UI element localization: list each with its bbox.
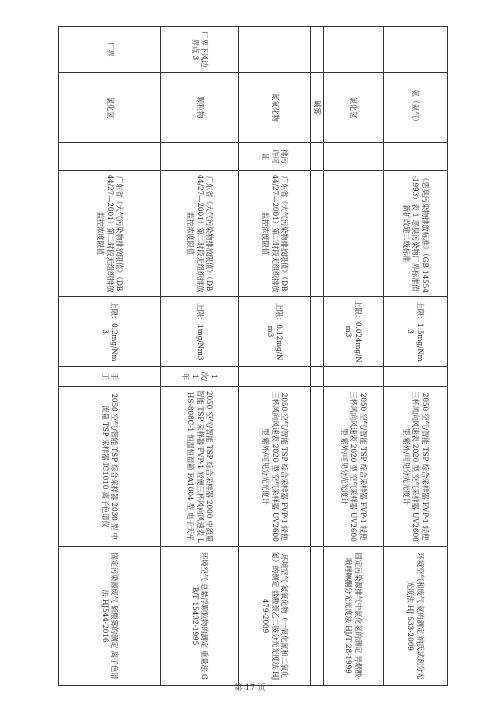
pollutant-cell: 颗粒物: [161, 73, 239, 143]
frequency-cell: [239, 367, 311, 387]
table-row: [239, 27, 311, 686]
permit-cell: [384, 143, 448, 171]
limit-cell: 上限：0.2mg/Nm3: [59, 297, 161, 367]
pollutant-cell: 氮氧化物: [239, 73, 311, 143]
table-row: [59, 27, 161, 686]
location-cell: 厂界: [59, 27, 161, 73]
standard-cell: 广东省《大气污染物排放限值》（DB44/27—2001）第二时段无组织排放监控浓度限值: [161, 171, 239, 297]
limit-cell: 上限：0.12mg/Nm3: [239, 297, 311, 367]
permit-cell: [161, 143, 239, 171]
frequency-cell: [324, 367, 384, 387]
permit-cell: [311, 143, 324, 171]
table-row: [324, 27, 384, 686]
table-row: [161, 27, 239, 686]
table-row: [384, 27, 448, 686]
location-cell: [384, 27, 448, 73]
standard-cell: [311, 171, 324, 297]
limit-cell: 上限：1mg/Nm3: [161, 297, 239, 367]
method-cell: 环境空气 总悬浮颗粒物的测定 重量法 GB/T 15432-1995: [161, 547, 239, 686]
instrument-cell: 2050 空气/智能 TSP 综合采样器 FVP-1 轻便三杯风向风速表 2020 型 空气采样器 UV2600 型 紫外/可见分光光度计: [384, 387, 448, 547]
limit-cell: 上限：0.024mg/Nm3: [324, 297, 384, 367]
frequency-cell: [384, 367, 448, 387]
method-cell: 环境空气 氮氧化物（一氧化氮和二氧化氮）的测定 盐酸萘乙二胺分光光度法 HJ 479-2009: [239, 547, 311, 686]
method-cell: [311, 547, 324, 686]
location-cell: 厂界下风边界点 3: [161, 27, 239, 73]
instrument-cell: 2050 空气/智能 TSP 综合采样器 FVP-1 轻便三杯风向风速表 2020 型 空气采样器 UV2600 型 紫外/可见分光光度计: [324, 387, 384, 547]
instrument-cell: [311, 387, 324, 547]
instrument-cell: 2050 空气/智能 TSP 综合采样器 FVP-1 轻便三杯风向风速表 2020 型 空气采样器 UV2600 型 紫外/可见分光光度计: [239, 387, 311, 547]
limit-cell: [311, 297, 324, 367]
pollutant-cell: 氯化氢: [59, 73, 161, 143]
method-cell: 固定污染源废气 硫酸雾的测定 离子色谱法 HJ544-2016: [59, 547, 161, 686]
limit-cell: 上限：1.5mg/Nm3: [384, 297, 448, 367]
table-row: [311, 27, 324, 686]
standard-cell: 广东省《大气污染物排放限值》（DB44/27—2001）第二时段无组织排放监控浓度限值: [59, 171, 161, 297]
pollutant-cell: 氨（氨气）: [384, 73, 448, 143]
standard-cell: [324, 171, 384, 297]
method-cell: 固定污染源排气中氯化氢的测定 异烟酸-吡唑啉酮分光光度法 HJ/T 28-1999: [324, 547, 384, 686]
monitoring-table: [58, 26, 448, 686]
method-cell: 环境空气和废气 氨的测定 纳氏试剂分光光度法 HJ 533-2009: [384, 547, 448, 686]
location-cell: [324, 27, 384, 73]
location-cell: [311, 27, 324, 73]
frequency-cell: 1 次/1 年: [161, 367, 239, 387]
page-number: 第 17 页: [234, 683, 266, 692]
frequency-cell: 手工: [59, 367, 161, 387]
location-cell: [239, 27, 311, 73]
frequency-cell: [311, 367, 324, 387]
pollutant-cell: 碱雾: [311, 73, 324, 143]
permit-cell: [324, 143, 384, 171]
pollutant-cell: 氯化氢: [324, 73, 384, 143]
permit-cell: [59, 143, 161, 171]
instrument-cell: 2050 空气/智能 TSP 综合采样器 2030 型 中流量 TSP 采样器 IC1010 离子色谱仪: [59, 387, 161, 547]
permit-cell: 排污许可证: [239, 143, 311, 171]
instrument-cell: 2050 空气/智能 TSP 综合采样器 2000 中流量智能 TSP 采样器 FVP-1 轻便三杯风向风速表 LHS-808C-1 恒温恒湿箱 FA1004 型 电子天平: [161, 387, 239, 547]
standard-cell: 《恶臭污染物排放标准》（GB 14554-1993）表 1 恶臭污染物厂界标准值新扩改建二级标准: [384, 171, 448, 297]
standard-cell: 广东省《大气污染物排放限值》（DB44/27—2001）第二时段无组织排放监控浓度限值: [239, 171, 311, 297]
